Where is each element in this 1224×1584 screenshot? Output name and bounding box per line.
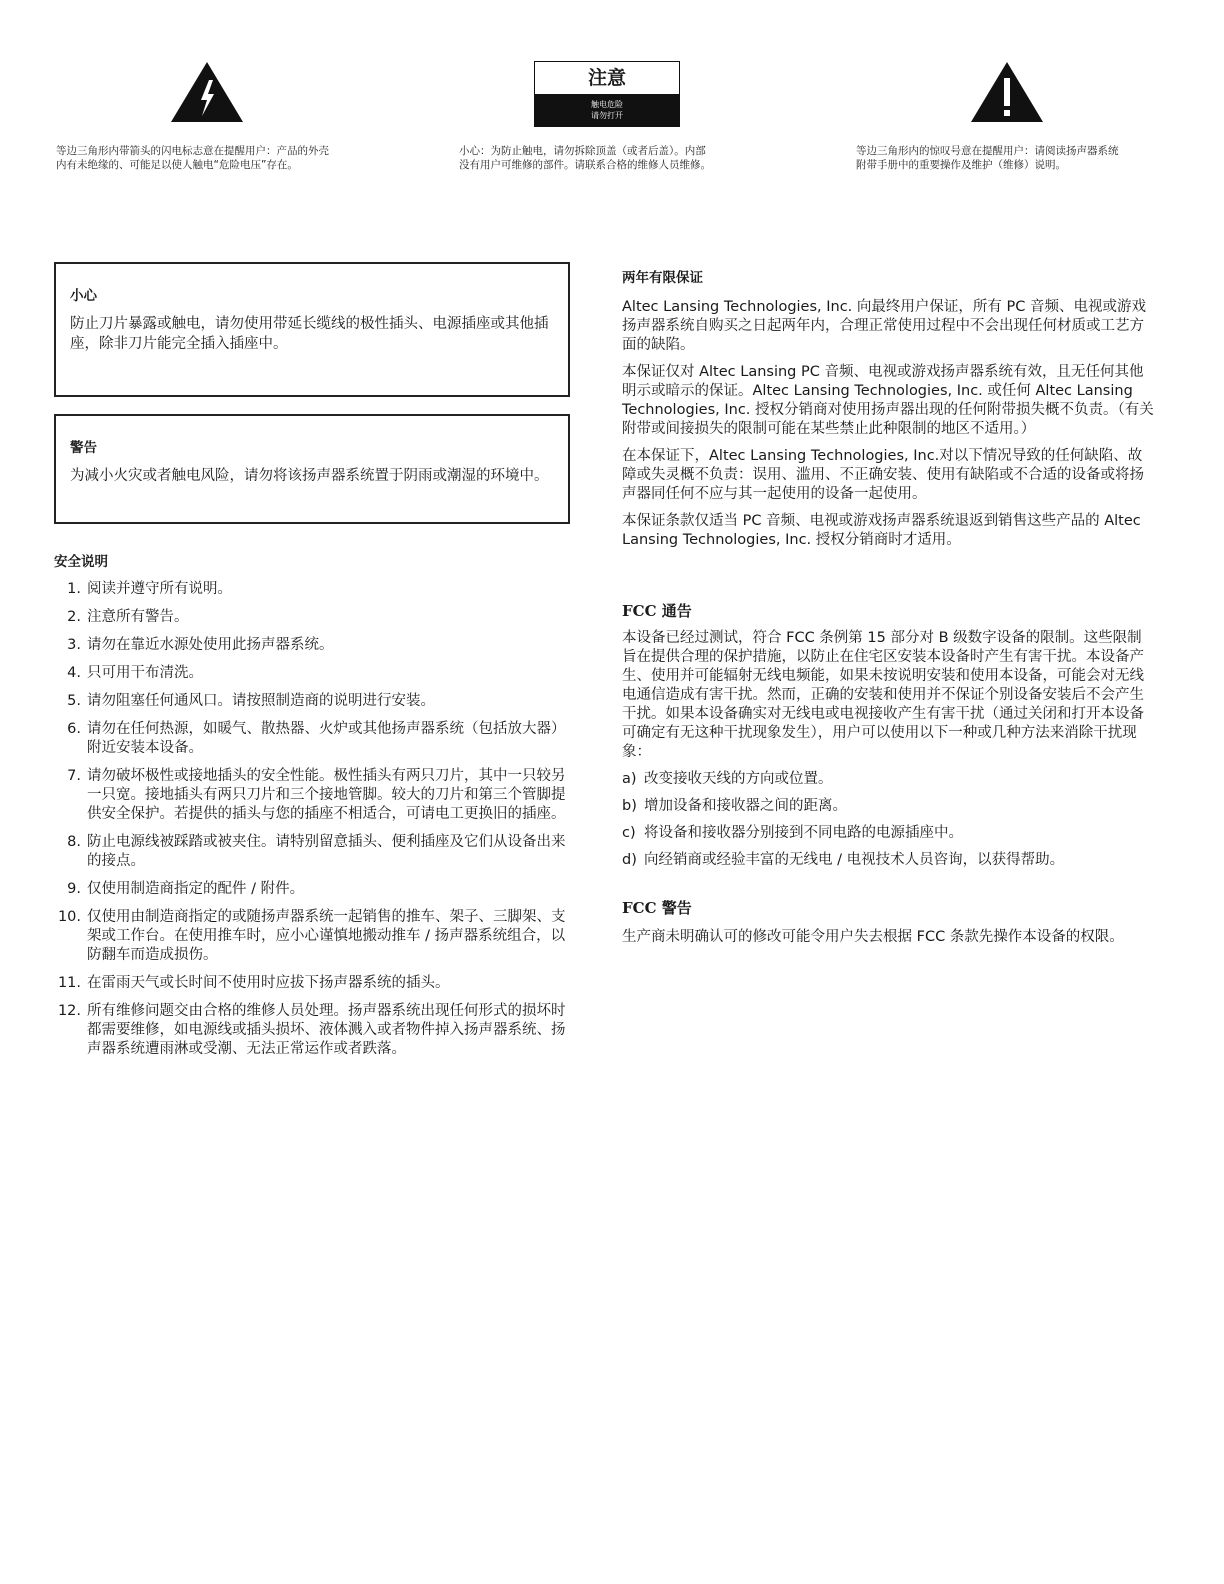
fcc-warning-section <box>622 897 1156 955</box>
fcc-notice-title: FCC 通告 <box>622 602 692 620</box>
lightning-caption: 等边三角形内带箭头的闪电标志意在提醒用户：产品的外壳 内有未绝缘的、可能足以使人触电“危险电压”存在。 <box>56 145 329 171</box>
list-item: 6. 请勿在任何热源，如暖气、散热器、火炉或其他扬声器系统（包括放大器）附近安装本设备。 <box>67 721 566 756</box>
list-item: a) 改变接收天线的方向或位置。 <box>622 771 833 787</box>
list-item: d) 向经销商或经验丰富的无线电 / 电视技术人员咨询，以获得帮助。 <box>622 852 1065 868</box>
safety-list <box>54 580 578 1059</box>
warranty-paragraph: Altec Lansing Technologies, Inc. 向最终用户保证，所有 PC 音频、电视或游戏扬声器系统自购买之日起两年内，合理正常使用过程中不会出现任何材质或工艺方面的缺陷。 <box>622 299 1146 353</box>
list-item: 2. 注意所有警告。 <box>67 609 189 625</box>
list-item: 12. 所有维修问题交由合格的维修人员处理。扬声器系统出现任何形式的损坏时都需要维修，如电源线或插头损坏、液体溅入或者物件掉入扬声器系统、扬声器系统遭雨淋或受潮、无法正常运作或者跌落。 <box>57 1003 566 1057</box>
list-item: 11. 在雷雨天气或长时间不使用时应拔下扬声器系统的插头。 <box>57 975 450 991</box>
warranty-paragraph: 本保证仅对 Altec Lansing PC 音频、电视或游戏扬声器系统有效，且无任何其他明示或暗示的保证。Altec Lansing Technologies, Inc. 或任何 Altec Lansing Technologies, Inc. 授权分销商对使用扬声器出现的任何附带损失概不负责。（有关附带或间接损失的限制可能在某些禁止此种限制的地区不适用。） <box>622 364 1154 437</box>
caution-text: 防止刀片暴露或触电，请勿使用带延长缆线的极性插头、电源插座或其他插座，除非刀片能完全插入插座中。 <box>70 316 549 352</box>
caution-box <box>54 262 570 397</box>
exclamation-triangle-icon <box>969 60 1045 124</box>
list-item: 3. 请勿在靠近水源处使用此扬声器系统。 <box>67 637 334 653</box>
list-item: 7. 请勿破坏极性或接地插头的安全性能。极性插头有两只刀片，其中一只较另一只宽。接地插头有两只刀片和三个接地管脚。较大的刀片和第三个管脚提供安全保护。若提供的插头与您的插座不相适合，可请电工更换旧的插座。 <box>67 768 566 822</box>
list-item: 8. 防止电源线被踩踏或被夹住。请特别留意插头、便利插座及它们从设备出来的接点。 <box>67 834 566 869</box>
list-item: c) 将设备和接收器分别接到不同电路的电源插座中。 <box>622 825 963 841</box>
list-item: 4. 只可用干布清洗。 <box>67 665 203 681</box>
warranty-paragraph: 在本保证下，Altec Lansing Technologies, Inc.对以下情况导致的任何缺陷、故障或失灵概不负责：误用、滥用、不正确安装、使用有缺陷或不合适的设备或将扬声器同任何不应与其一起使用的设备一起使用。 <box>622 448 1144 502</box>
warranty-section <box>622 266 1156 558</box>
warranty-title: 两年有限保证 <box>622 270 703 286</box>
lightning-triangle-icon <box>169 60 245 124</box>
exclamation-caption: 等边三角形内的惊叹号意在提醒用户：请阅读扬声器系统 附带手册中的重要操作及维护（维修）说明。 <box>856 145 1119 171</box>
notice-title: 注意 <box>587 67 626 89</box>
list-item: 9. 仅使用制造商指定的配件 / 附件。 <box>67 881 305 897</box>
caution-title: 小心 <box>70 288 97 304</box>
warning-title: 警告 <box>70 440 97 456</box>
list-item: 1. 阅读并遵守所有说明。 <box>67 581 232 597</box>
warning-box <box>54 414 570 524</box>
fcc-warning-text: 生产商未明确认可的修改可能令用户失去根据 FCC 条款先操作本设备的权限。 <box>622 929 1124 945</box>
fcc-notice-section <box>622 600 1156 878</box>
list-item: 5. 请勿阻塞任何通风口。请按照制造商的说明进行安装。 <box>67 693 435 709</box>
notice-label <box>534 61 680 127</box>
notice-subtext: 触电危险 请勿打开 <box>535 94 679 126</box>
notice-caption: 小心：为防止触电，请勿拆除顶盖（或者后盖）。内部 没有用户可维修的部件。请联系合格的维修人员维修。 <box>459 145 711 171</box>
fcc-notice-text: 本设备已经过测试，符合 FCC 条例第 15 部分对 B 级数字设备的限制。这些限制旨在提供合理的保护措施，以防止在住宅区安装本设备时产生有害干扰。本设备产生、使用并可能辐射无线电频能，如果未按说明安装和使用本设备，可能会对无线电通信造成有害干扰。然而，正确的安装和使用并不保证个别设备安装后不会产生干扰。如果本设备确实对无线电或电视接收产生有害干扰（通过关闭和打开本设备可确定有无这种干扰现象发生），用户可以使用以下一种或几种方法来消除干扰现象： <box>622 630 1144 760</box>
safety-title: 安全说明 <box>54 554 108 570</box>
list-item: b) 增加设备和接收器之间的距离。 <box>622 798 847 814</box>
safety-section <box>54 550 578 1068</box>
fcc-notice-list <box>622 770 1156 870</box>
list-item: 10. 仅使用由制造商指定的或随扬声器系统一起销售的推车、架子、三脚架、支架或工作台。在使用推车时，应小心谨慎地搬动推车 / 扬声器系统组合，以防翻车而造成损伤。 <box>57 909 566 963</box>
warranty-paragraph: 本保证条款仅适当 PC 音频、电视或游戏扬声器系统退返到销售这些产品的 Altec Lansing Technologies, Inc. 授权分销商时才适用。 <box>622 513 1141 548</box>
warning-text: 为减小火灾或者触电风险，请勿将该扬声器系统置于阴雨或潮湿的环境中。 <box>70 468 549 484</box>
fcc-warning-title: FCC 警告 <box>622 899 692 917</box>
